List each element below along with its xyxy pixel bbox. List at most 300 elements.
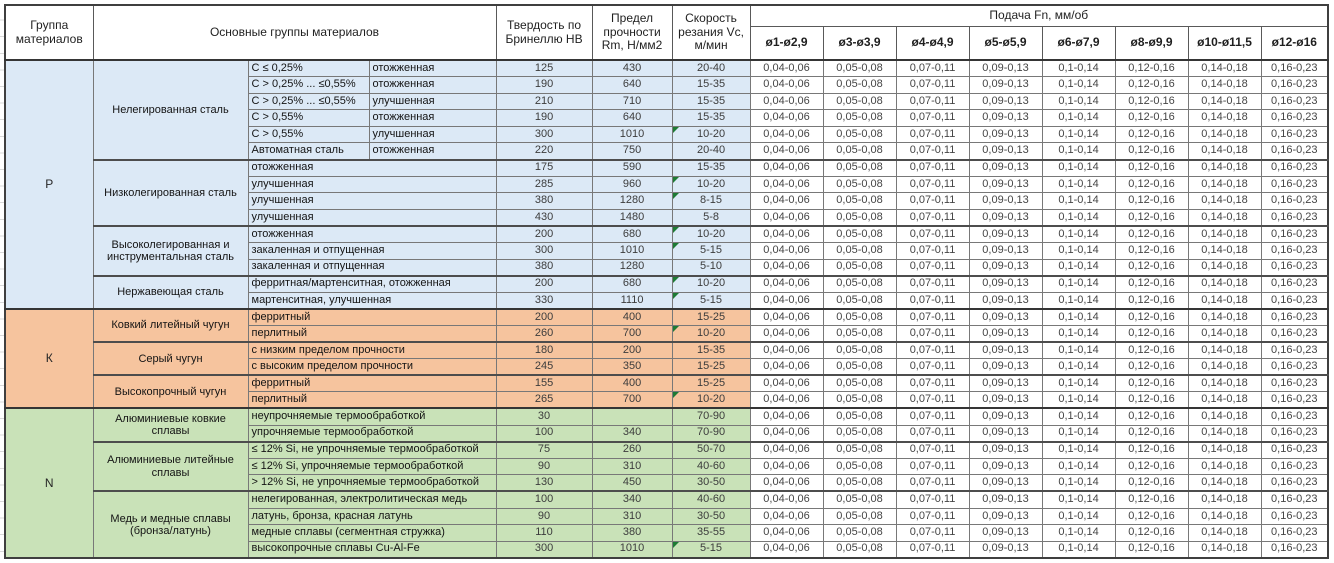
hardness-cell: 200	[496, 276, 592, 293]
feed-cell: 0,07-0,11	[896, 209, 969, 226]
speed-cell: 40-60	[672, 458, 750, 475]
feed-cell: 0,14-0,18	[1188, 126, 1261, 143]
hardness-cell: 200	[496, 226, 592, 243]
feed-cell: 0,04-0,06	[750, 442, 823, 459]
feed-cell: 0,14-0,18	[1188, 326, 1261, 343]
feed-cell: 0,1-0,14	[1042, 359, 1115, 376]
feed-cell: 0,05-0,08	[823, 193, 896, 210]
subgroup-cell: Медь и медные сплавы (бронза/латунь)	[93, 491, 248, 557]
feed-cell: 0,14-0,18	[1188, 442, 1261, 459]
feed-cell: 0,12-0,16	[1115, 209, 1188, 226]
feed-cell: 0,12-0,16	[1115, 326, 1188, 343]
strength-cell: 1010	[592, 243, 672, 260]
feed-cell: 0,12-0,16	[1115, 309, 1188, 326]
feed-cell: 0,07-0,11	[896, 160, 969, 177]
feed-cell: 0,04-0,06	[750, 458, 823, 475]
feed-cell: 0,05-0,08	[823, 508, 896, 525]
detail-cell: улучшенная	[369, 126, 496, 143]
error-flag-icon	[673, 542, 679, 548]
feed-cell: 0,16-0,23	[1261, 259, 1328, 276]
feed-cell: 0,07-0,11	[896, 126, 969, 143]
error-flag-icon	[673, 392, 679, 398]
feed-cell: 0,09-0,13	[969, 176, 1042, 193]
feed-cell: 0,12-0,16	[1115, 259, 1188, 276]
feed-cell: 0,12-0,16	[1115, 126, 1188, 143]
strength-cell: 400	[592, 375, 672, 392]
strength-cell: 200	[592, 342, 672, 359]
strength-cell: 960	[592, 176, 672, 193]
detail-cell: высокопрочные сплавы Cu-Al-Fe	[248, 541, 496, 558]
speed-cell: 5-15	[672, 243, 750, 260]
feed-cell: 0,04-0,06	[750, 292, 823, 309]
feed-cell: 0,09-0,13	[969, 375, 1042, 392]
hardness-cell: 190	[496, 77, 592, 94]
feed-cell: 0,1-0,14	[1042, 259, 1115, 276]
col-header-diameter-4: ø5-ø5,9	[969, 27, 1042, 61]
feed-cell: 0,14-0,18	[1188, 392, 1261, 409]
feed-cell: 0,09-0,13	[969, 392, 1042, 409]
feed-cell: 0,14-0,18	[1188, 458, 1261, 475]
feed-cell: 0,12-0,16	[1115, 60, 1188, 77]
strength-cell: 1010	[592, 126, 672, 143]
detail-cell: медные сплавы (сегментная стружка)	[248, 525, 496, 542]
strength-cell: 750	[592, 143, 672, 160]
hardness-cell: 380	[496, 193, 592, 210]
detail-cell: > 12% Si, не упрочняемые термообработкой	[248, 475, 496, 492]
feed-cell: 0,05-0,08	[823, 392, 896, 409]
feed-cell: 0,05-0,08	[823, 309, 896, 326]
feed-cell: 0,04-0,06	[750, 160, 823, 177]
speed-cell: 10-20	[672, 326, 750, 343]
feed-cell: 0,1-0,14	[1042, 541, 1115, 558]
feed-cell: 0,07-0,11	[896, 226, 969, 243]
table-row	[5, 442, 1328, 459]
feed-cell: 0,04-0,06	[750, 209, 823, 226]
detail-cell: ферритная/мартенситная, отожженная	[248, 276, 496, 293]
feed-cell: 0,14-0,18	[1188, 491, 1261, 508]
feed-cell: 0,14-0,18	[1188, 292, 1261, 309]
feed-cell: 0,16-0,23	[1261, 326, 1328, 343]
hardness-cell: 220	[496, 143, 592, 160]
feed-cell: 0,16-0,23	[1261, 226, 1328, 243]
feed-cell: 0,09-0,13	[969, 359, 1042, 376]
col-header-feed: Подача Fn, мм/об	[750, 5, 1328, 27]
detail-cell: C > 0,55%	[248, 110, 369, 127]
feed-cell: 0,09-0,13	[969, 425, 1042, 442]
feed-cell: 0,12-0,16	[1115, 541, 1188, 558]
col-header-tensile-strength: Предел прочности Rm, Н/мм2	[592, 5, 672, 60]
feed-cell: 0,16-0,23	[1261, 392, 1328, 409]
hardness-cell: 380	[496, 259, 592, 276]
speed-cell: 10-20	[672, 392, 750, 409]
feed-cell: 0,04-0,06	[750, 193, 823, 210]
feed-cell: 0,07-0,11	[896, 525, 969, 542]
table-body	[5, 60, 1328, 558]
feed-cell: 0,14-0,18	[1188, 475, 1261, 492]
hardness-cell: 180	[496, 342, 592, 359]
header-row-main	[5, 5, 1328, 27]
feed-cell: 0,05-0,08	[823, 77, 896, 94]
detail-cell: ферритный	[248, 375, 496, 392]
feed-cell: 0,04-0,06	[750, 392, 823, 409]
feed-cell: 0,1-0,14	[1042, 209, 1115, 226]
feed-cell: 0,05-0,08	[823, 209, 896, 226]
error-flag-icon	[673, 326, 679, 332]
feed-cell: 0,1-0,14	[1042, 525, 1115, 542]
feed-cell: 0,05-0,08	[823, 326, 896, 343]
speed-cell: 10-20	[672, 276, 750, 293]
feed-cell: 0,07-0,11	[896, 176, 969, 193]
col-header-diameter-3: ø4-ø4,9	[896, 27, 969, 61]
feed-cell: 0,16-0,23	[1261, 93, 1328, 110]
feed-cell: 0,12-0,16	[1115, 491, 1188, 508]
feed-cell: 0,09-0,13	[969, 326, 1042, 343]
feed-cell: 0,04-0,06	[750, 375, 823, 392]
feed-cell: 0,14-0,18	[1188, 226, 1261, 243]
speed-cell: 10-20	[672, 226, 750, 243]
feed-cell: 0,04-0,06	[750, 425, 823, 442]
feed-cell: 0,04-0,06	[750, 525, 823, 542]
feed-cell: 0,09-0,13	[969, 309, 1042, 326]
speed-cell: 30-50	[672, 508, 750, 525]
feed-cell: 0,07-0,11	[896, 93, 969, 110]
feed-cell: 0,14-0,18	[1188, 243, 1261, 260]
col-header-material-group: Группа материалов	[5, 5, 93, 60]
feed-cell: 0,12-0,16	[1115, 475, 1188, 492]
feed-cell: 0,1-0,14	[1042, 160, 1115, 177]
hardness-cell: 130	[496, 475, 592, 492]
feed-cell: 0,05-0,08	[823, 359, 896, 376]
hardness-cell: 330	[496, 292, 592, 309]
feed-cell: 0,1-0,14	[1042, 475, 1115, 492]
feed-cell: 0,14-0,18	[1188, 176, 1261, 193]
speed-cell: 15-35	[672, 93, 750, 110]
feed-cell: 0,16-0,23	[1261, 276, 1328, 293]
feed-cell: 0,05-0,08	[823, 292, 896, 309]
feed-cell: 0,09-0,13	[969, 475, 1042, 492]
feed-cell: 0,07-0,11	[896, 508, 969, 525]
speed-cell: 10-20	[672, 176, 750, 193]
col-header-diameter-5: ø6-ø7,9	[1042, 27, 1115, 61]
speed-cell: 15-25	[672, 309, 750, 326]
detail-cell: отожженная	[369, 77, 496, 94]
feed-cell: 0,09-0,13	[969, 292, 1042, 309]
col-header-diameter-1: ø1-ø2,9	[750, 27, 823, 61]
feed-cell: 0,07-0,11	[896, 292, 969, 309]
feed-cell: 0,09-0,13	[969, 408, 1042, 425]
feed-cell: 0,07-0,11	[896, 243, 969, 260]
feed-cell: 0,07-0,11	[896, 259, 969, 276]
hardness-cell: 300	[496, 126, 592, 143]
feed-cell: 0,09-0,13	[969, 276, 1042, 293]
feed-cell: 0,09-0,13	[969, 60, 1042, 77]
feed-cell: 0,14-0,18	[1188, 359, 1261, 376]
feed-cell: 0,1-0,14	[1042, 226, 1115, 243]
feed-cell: 0,14-0,18	[1188, 541, 1261, 558]
feed-cell: 0,14-0,18	[1188, 425, 1261, 442]
feed-cell: 0,05-0,08	[823, 525, 896, 542]
feed-cell: 0,16-0,23	[1261, 425, 1328, 442]
table-row	[5, 408, 1328, 425]
feed-cell: 0,12-0,16	[1115, 342, 1188, 359]
feed-cell: 0,14-0,18	[1188, 143, 1261, 160]
feed-cell: 0,07-0,11	[896, 408, 969, 425]
hardness-cell: 300	[496, 243, 592, 260]
detail-cell: упрочняемые термообработкой	[248, 425, 496, 442]
subgroup-cell: Ковкий литейный чугун	[93, 309, 248, 342]
speed-cell: 50-70	[672, 442, 750, 459]
feed-cell: 0,12-0,16	[1115, 77, 1188, 94]
feed-cell: 0,07-0,11	[896, 342, 969, 359]
feed-cell: 0,16-0,23	[1261, 126, 1328, 143]
feed-cell: 0,05-0,08	[823, 126, 896, 143]
feed-cell: 0,14-0,18	[1188, 93, 1261, 110]
feed-cell: 0,12-0,16	[1115, 110, 1188, 127]
error-flag-icon	[673, 243, 679, 249]
feed-cell: 0,1-0,14	[1042, 143, 1115, 160]
feed-cell: 0,16-0,23	[1261, 359, 1328, 376]
speed-cell: 10-20	[672, 126, 750, 143]
feed-cell: 0,07-0,11	[896, 392, 969, 409]
feed-cell: 0,04-0,06	[750, 143, 823, 160]
feed-cell: 0,05-0,08	[823, 342, 896, 359]
error-flag-icon	[673, 293, 679, 299]
detail-cell: C > 0,55%	[248, 126, 369, 143]
feed-cell: 0,14-0,18	[1188, 375, 1261, 392]
feed-cell: 0,16-0,23	[1261, 342, 1328, 359]
feed-cell: 0,14-0,18	[1188, 209, 1261, 226]
feed-cell: 0,09-0,13	[969, 160, 1042, 177]
feed-cell: 0,16-0,23	[1261, 160, 1328, 177]
speed-cell: 15-35	[672, 342, 750, 359]
hardness-cell: 100	[496, 425, 592, 442]
feed-cell: 0,16-0,23	[1261, 525, 1328, 542]
feed-cell: 0,16-0,23	[1261, 458, 1328, 475]
feed-cell: 0,1-0,14	[1042, 276, 1115, 293]
detail-cell: улучшенная	[248, 193, 496, 210]
feed-cell: 0,1-0,14	[1042, 126, 1115, 143]
feed-cell: 0,05-0,08	[823, 276, 896, 293]
feed-cell: 0,14-0,18	[1188, 276, 1261, 293]
speed-cell: 5-15	[672, 541, 750, 558]
feed-cell: 0,07-0,11	[896, 60, 969, 77]
hardness-cell: 100	[496, 491, 592, 508]
hardness-cell: 260	[496, 326, 592, 343]
hardness-cell: 265	[496, 392, 592, 409]
speed-cell: 15-35	[672, 160, 750, 177]
feed-cell: 0,09-0,13	[969, 93, 1042, 110]
table-row	[5, 491, 1328, 508]
feed-cell: 0,04-0,06	[750, 508, 823, 525]
feed-cell: 0,04-0,06	[750, 110, 823, 127]
feed-cell: 0,07-0,11	[896, 326, 969, 343]
feed-cell: 0,05-0,08	[823, 375, 896, 392]
feed-cell: 0,07-0,11	[896, 541, 969, 558]
feed-cell: 0,05-0,08	[823, 408, 896, 425]
detail-cell: C > 0,25% ... ≤0,55%	[248, 77, 369, 94]
subgroup-cell: Нелегированная сталь	[93, 60, 248, 160]
feed-cell: 0,04-0,06	[750, 93, 823, 110]
table-row	[5, 226, 1328, 243]
feed-cell: 0,07-0,11	[896, 458, 969, 475]
feed-cell: 0,09-0,13	[969, 508, 1042, 525]
feed-cell: 0,1-0,14	[1042, 110, 1115, 127]
feed-cell: 0,16-0,23	[1261, 508, 1328, 525]
hardness-cell: 245	[496, 359, 592, 376]
detail-cell: C ≤ 0,25%	[248, 60, 369, 77]
detail-cell: нелегированная, электролитическая медь	[248, 491, 496, 508]
feed-cell: 0,12-0,16	[1115, 359, 1188, 376]
feed-cell: 0,05-0,08	[823, 60, 896, 77]
feed-cell: 0,14-0,18	[1188, 408, 1261, 425]
detail-cell: улучшенная	[369, 93, 496, 110]
feed-cell: 0,09-0,13	[969, 491, 1042, 508]
error-flag-icon	[673, 127, 679, 133]
feed-cell: 0,05-0,08	[823, 259, 896, 276]
hardness-cell: 90	[496, 508, 592, 525]
subgroup-cell: Серый чугун	[93, 342, 248, 375]
feed-cell: 0,16-0,23	[1261, 475, 1328, 492]
strength-cell: 1010	[592, 541, 672, 558]
feed-cell: 0,12-0,16	[1115, 143, 1188, 160]
strength-cell: 400	[592, 309, 672, 326]
col-header-brinell-hardness: Твердость по Бринеллю HB	[496, 5, 592, 60]
subgroup-cell: Высоколегированная и инструментальная сталь	[93, 226, 248, 276]
feed-cell: 0,07-0,11	[896, 193, 969, 210]
strength-cell: 680	[592, 226, 672, 243]
detail-cell: отожженная	[369, 110, 496, 127]
feed-cell: 0,16-0,23	[1261, 243, 1328, 260]
subgroup-cell: Высокопрочный чугун	[93, 375, 248, 408]
feed-cell: 0,16-0,23	[1261, 110, 1328, 127]
detail-cell: отожженная	[369, 60, 496, 77]
feed-cell: 0,1-0,14	[1042, 243, 1115, 260]
feed-cell: 0,1-0,14	[1042, 408, 1115, 425]
strength-cell: 590	[592, 160, 672, 177]
feed-cell: 0,05-0,08	[823, 541, 896, 558]
group-cell: N	[5, 408, 93, 557]
strength-cell: 350	[592, 359, 672, 376]
feed-cell: 0,04-0,06	[750, 475, 823, 492]
feed-cell: 0,07-0,11	[896, 276, 969, 293]
detail-cell: перлитный	[248, 326, 496, 343]
speed-cell: 40-60	[672, 491, 750, 508]
subgroup-cell: Алюминиевые литейные сплавы	[93, 442, 248, 492]
feed-cell: 0,09-0,13	[969, 442, 1042, 459]
feed-cell: 0,12-0,16	[1115, 292, 1188, 309]
feed-cell: 0,09-0,13	[969, 110, 1042, 127]
feed-cell: 0,04-0,06	[750, 491, 823, 508]
feed-cell: 0,04-0,06	[750, 342, 823, 359]
feed-cell: 0,16-0,23	[1261, 77, 1328, 94]
feed-cell: 0,1-0,14	[1042, 93, 1115, 110]
table-row	[5, 60, 1328, 77]
machining-data-table	[4, 4, 1329, 559]
detail-cell: C > 0,25% ... ≤0,55%	[248, 93, 369, 110]
feed-cell: 0,14-0,18	[1188, 77, 1261, 94]
hardness-cell: 200	[496, 309, 592, 326]
detail-cell: латунь, бронза, красная латунь	[248, 508, 496, 525]
feed-cell: 0,04-0,06	[750, 77, 823, 94]
speed-cell: 15-35	[672, 110, 750, 127]
feed-cell: 0,09-0,13	[969, 209, 1042, 226]
feed-cell: 0,04-0,06	[750, 259, 823, 276]
strength-cell: 260	[592, 442, 672, 459]
strength-cell: 1480	[592, 209, 672, 226]
group-cell: К	[5, 309, 93, 409]
feed-cell: 0,09-0,13	[969, 193, 1042, 210]
feed-cell: 0,04-0,06	[750, 541, 823, 558]
feed-cell: 0,12-0,16	[1115, 276, 1188, 293]
table-row	[5, 276, 1328, 293]
feed-cell: 0,12-0,16	[1115, 442, 1188, 459]
col-header-diameter-6: ø8-ø9,9	[1115, 27, 1188, 61]
feed-cell: 0,12-0,16	[1115, 392, 1188, 409]
strength-cell: 1280	[592, 193, 672, 210]
feed-cell: 0,1-0,14	[1042, 442, 1115, 459]
detail-cell: ≤ 12% Si, не упрочняемые термообработкой	[248, 442, 496, 459]
strength-cell: 1280	[592, 259, 672, 276]
hardness-cell: 190	[496, 110, 592, 127]
feed-cell: 0,04-0,06	[750, 276, 823, 293]
feed-cell: 0,09-0,13	[969, 342, 1042, 359]
feed-cell: 0,05-0,08	[823, 243, 896, 260]
strength-cell: 430	[592, 60, 672, 77]
feed-cell: 0,12-0,16	[1115, 375, 1188, 392]
hardness-cell: 30	[496, 408, 592, 425]
feed-cell: 0,14-0,18	[1188, 160, 1261, 177]
feed-cell: 0,1-0,14	[1042, 508, 1115, 525]
feed-cell: 0,05-0,08	[823, 176, 896, 193]
error-flag-icon	[673, 227, 679, 233]
feed-cell: 0,09-0,13	[969, 126, 1042, 143]
hardness-cell: 285	[496, 176, 592, 193]
feed-cell: 0,09-0,13	[969, 226, 1042, 243]
col-header-cutting-speed: Скорость резания Vc, м/мин	[672, 5, 750, 60]
feed-cell: 0,04-0,06	[750, 243, 823, 260]
detail-cell: ≤ 12% Si, упрочняемые термообработкой	[248, 458, 496, 475]
detail-cell: с низким пределом прочности	[248, 342, 496, 359]
feed-cell: 0,12-0,16	[1115, 193, 1188, 210]
feed-cell: 0,05-0,08	[823, 442, 896, 459]
feed-cell: 0,1-0,14	[1042, 375, 1115, 392]
feed-cell: 0,16-0,23	[1261, 491, 1328, 508]
strength-cell: 340	[592, 491, 672, 508]
feed-cell: 0,04-0,06	[750, 176, 823, 193]
strength-cell: 1110	[592, 292, 672, 309]
feed-cell: 0,07-0,11	[896, 359, 969, 376]
strength-cell: 310	[592, 508, 672, 525]
feed-cell: 0,12-0,16	[1115, 408, 1188, 425]
speed-cell: 15-25	[672, 359, 750, 376]
feed-cell: 0,1-0,14	[1042, 326, 1115, 343]
feed-cell: 0,07-0,11	[896, 442, 969, 459]
feed-cell: 0,09-0,13	[969, 525, 1042, 542]
feed-cell: 0,04-0,06	[750, 126, 823, 143]
strength-cell: 380	[592, 525, 672, 542]
feed-cell: 0,14-0,18	[1188, 60, 1261, 77]
feed-cell: 0,16-0,23	[1261, 143, 1328, 160]
detail-cell: отожженная	[248, 160, 496, 177]
hardness-cell: 90	[496, 458, 592, 475]
feed-cell: 0,05-0,08	[823, 491, 896, 508]
strength-cell: 340	[592, 425, 672, 442]
strength-cell: 640	[592, 110, 672, 127]
table-row	[5, 309, 1328, 326]
speed-cell: 20-40	[672, 143, 750, 160]
feed-cell: 0,09-0,13	[969, 143, 1042, 160]
strength-cell: 700	[592, 326, 672, 343]
